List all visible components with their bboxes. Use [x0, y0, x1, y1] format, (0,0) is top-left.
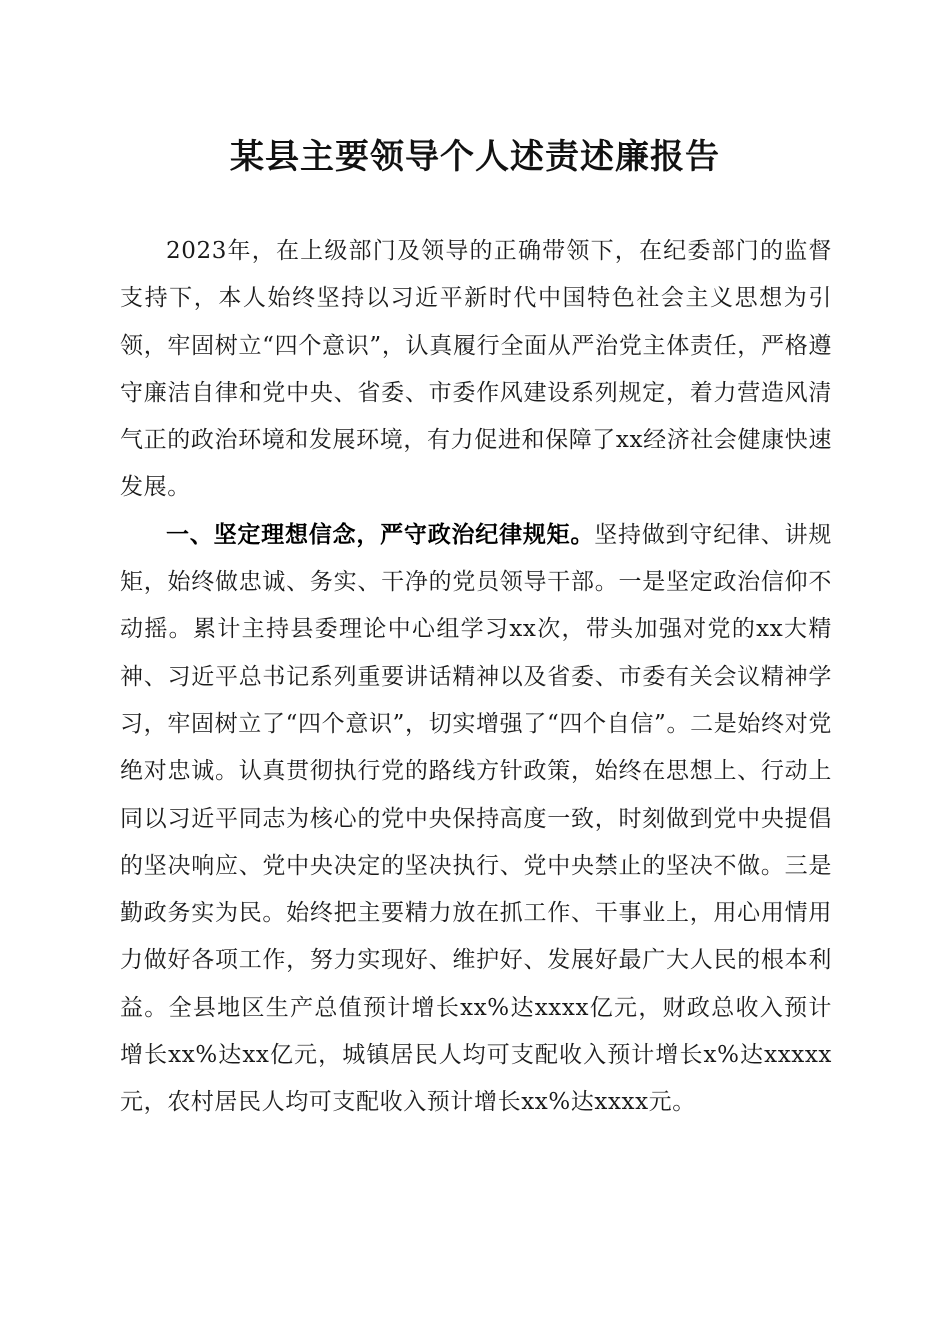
paragraph-intro — [120, 228, 832, 512]
paragraph-intro-text: 2023年，在上级部门及领导的正确带领下，在纪委部门的监督支持下，本人始终坚持以习近平新时代中国特色社会主义思想为引领，牢固树立“四个意识”，认真履行全面从严治党主体责任，严格遵守廉洁自律和党中央、省委、市委作风建设系列规定，着力营造风清气正的政治环境和发展环境，有力促进和保障了xx经济社会健康快速发展。 — [120, 238, 832, 501]
paragraph-section-1 — [120, 512, 832, 1127]
document-title: 某县主要领导个人述责述廉报告 — [230, 137, 720, 177]
section-1-text: 坚持做到守纪律、讲规矩，始终做忠诚、务实、干净的党员领导干部。一是坚定政治信仰不动摇。累计主持县委理论中心组学习xx次，带头加强对党的xx大精神、习近平总书记系列重要讲话精神以及省委、市委有关会议精神学习，牢固树立了“四个意识”，切实增强了“四个自信”。二是始终对党绝对忠诚。认真贯彻执行党的路线方针政策，始终在思想上、行动上同以习近平同志为核心的党中央保持高度一致，时刻做到党中央提倡的坚决响应、党中央决定的坚决执行、党中央禁止的坚决不做。三是勤政务实为民。始终把主要精力放在抓工作、干事业上，用心用情用力做好各项工作，努力实现好、维护好、发展好最广大人民的根本利益。全县地区生产总值预计增长xx%达xxxx亿元，财政总收入预计增长xx%达xx亿元，城镇居民人均可支配收入预计增长x%达xxxxx元，农村居民人均可支配收入预计增长xx%达xxxx元。 — [120, 521, 832, 1116]
section-1-heading: 一、坚定理想信念，严守政治纪律规矩。 — [166, 521, 595, 548]
document-body — [120, 228, 832, 1127]
